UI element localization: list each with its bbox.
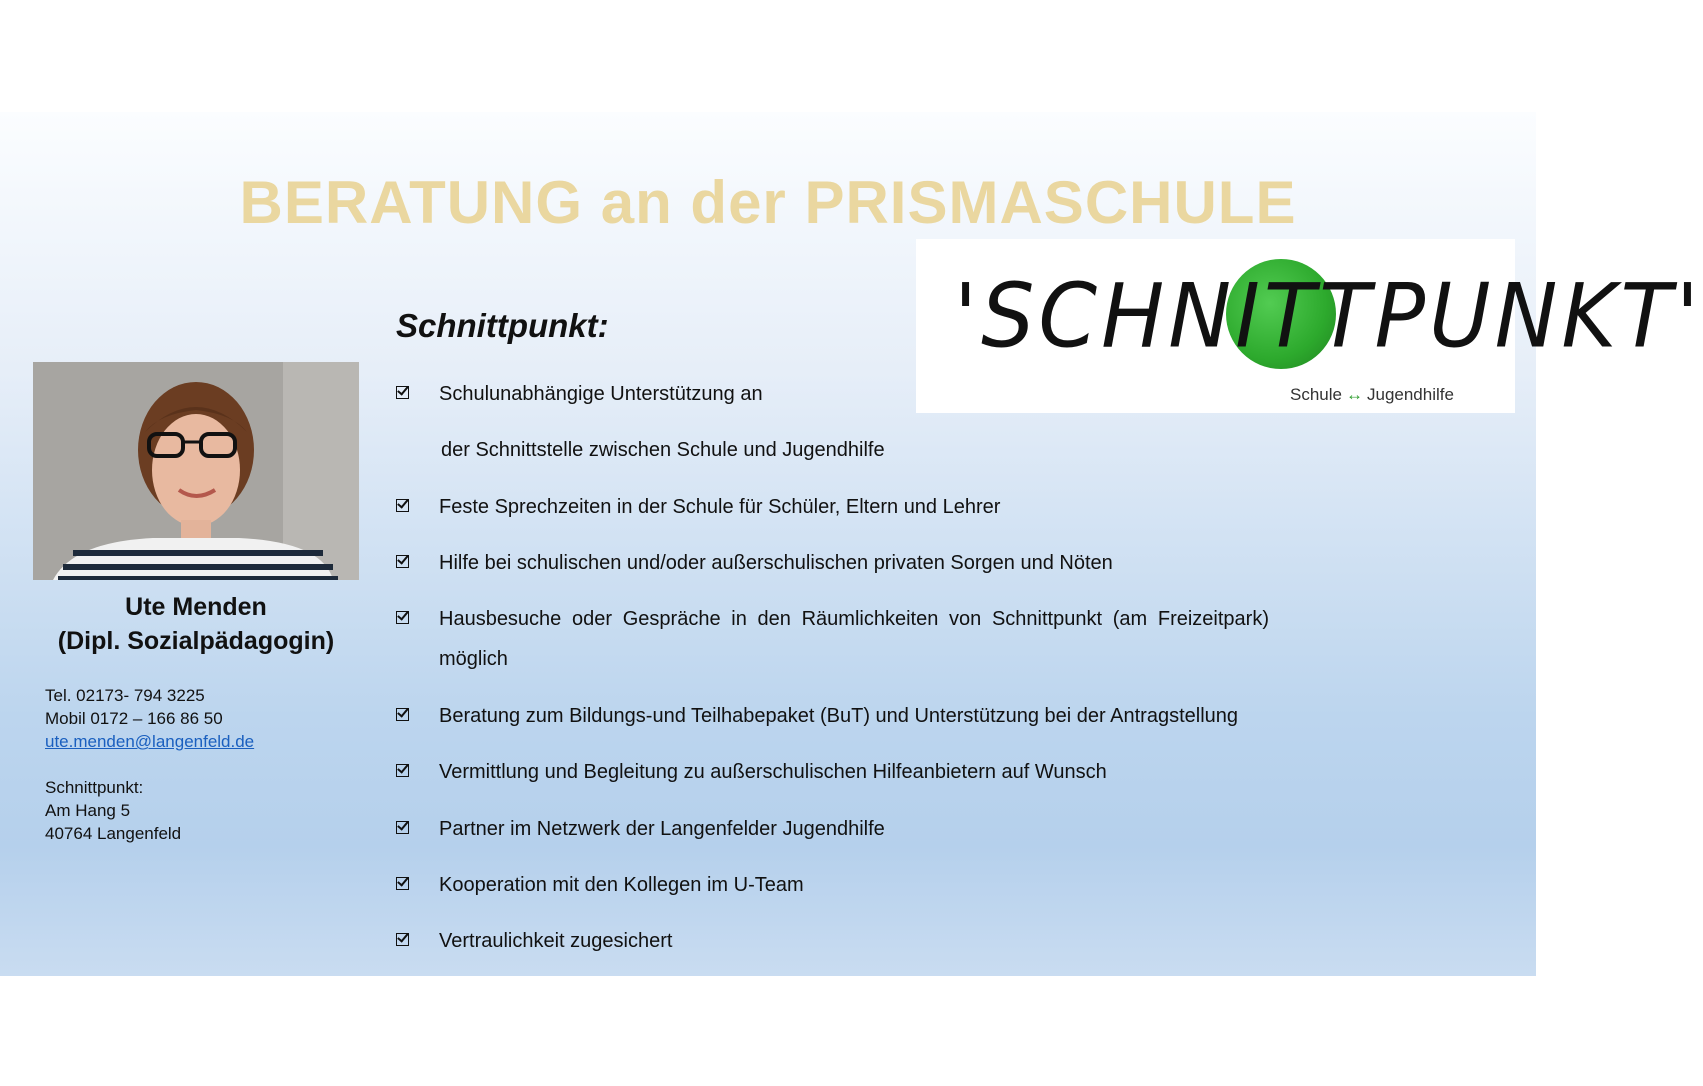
person-name-line: Ute Menden — [125, 593, 267, 621]
list-item-text: Beratung zum Bildungs-und Teilhabepaket (BuT) und Unterstützung bei der Antragstellung — [439, 705, 1239, 727]
contact-street: Am Hang 5 — [45, 801, 131, 820]
list-item-text: Schulunabhängige Unterstützung an — [439, 383, 763, 405]
checkbox-checked-icon — [396, 499, 409, 512]
person-name — [33, 590, 359, 658]
contact-city: 40764 Langenfeld — [45, 824, 182, 843]
contact-block — [45, 684, 254, 845]
contact-tel: Tel. 02173- 794 3225 — [45, 686, 205, 705]
logo-tagline-right: Jugendhilfe — [1366, 385, 1454, 404]
list-item-text: Vermittlung und Begleitung zu außerschulischen Hilfeanbietern auf Wunsch — [439, 761, 1107, 783]
checkbox-checked-icon — [396, 821, 409, 834]
checkbox-checked-icon — [396, 877, 409, 890]
list-item-text: Vertraulichkeit zugesichert — [439, 930, 673, 952]
checkbox-checked-icon — [396, 611, 409, 624]
contact-org: Schnittpunkt: — [45, 778, 144, 797]
list-item-text: Feste Sprechzeiten in der Schule für Schüler, Eltern und Lehrer — [439, 496, 1001, 518]
list-item-text: Hilfe bei schulischen und/oder außerschulischen privaten Sorgen und Nöten — [439, 552, 1113, 574]
checkbox-checked-icon — [396, 555, 409, 568]
checkbox-checked-icon — [396, 764, 409, 777]
contact-email-link[interactable]: ute.menden@langenfeld.de — [45, 732, 255, 751]
checkbox-checked-icon — [396, 933, 409, 946]
contact-mobil: Mobil 0172 – 166 86 50 — [45, 709, 223, 728]
slide-title: BERATUNG an der PRISMASCHULE — [239, 169, 1297, 236]
list-item-text: Hausbesuche oder Gespräche in den Räumlichkeiten von Schnittpunkt (am Freizeitpark) möglich — [439, 608, 1269, 670]
logo-tagline — [1290, 385, 1454, 405]
portrait-photo — [33, 362, 359, 580]
logo-wordmark: 'SCHNITTPUNKT' — [954, 264, 1703, 368]
slide — [0, 112, 1703, 976]
checkbox-checked-icon — [396, 708, 409, 721]
logo-tagline-left: Schule — [1290, 385, 1342, 404]
list-item-text: Kooperation mit den Kollegen im U-Team — [439, 874, 804, 896]
checkbox-checked-icon — [396, 386, 409, 399]
person-title-line: (Dipl. Sozialpädagogin) — [57, 627, 335, 655]
portrait-illustration — [33, 362, 359, 580]
double-arrow-icon: ↔ — [1345, 385, 1363, 404]
list-item-text: Partner im Netzwerk der Langenfelder Jugendhilfe — [439, 818, 885, 840]
list-item-continuation-text: der Schnittstelle zwischen Schule und Jugendhilfe — [441, 439, 885, 461]
section-heading: Schnittpunkt: — [396, 307, 609, 344]
